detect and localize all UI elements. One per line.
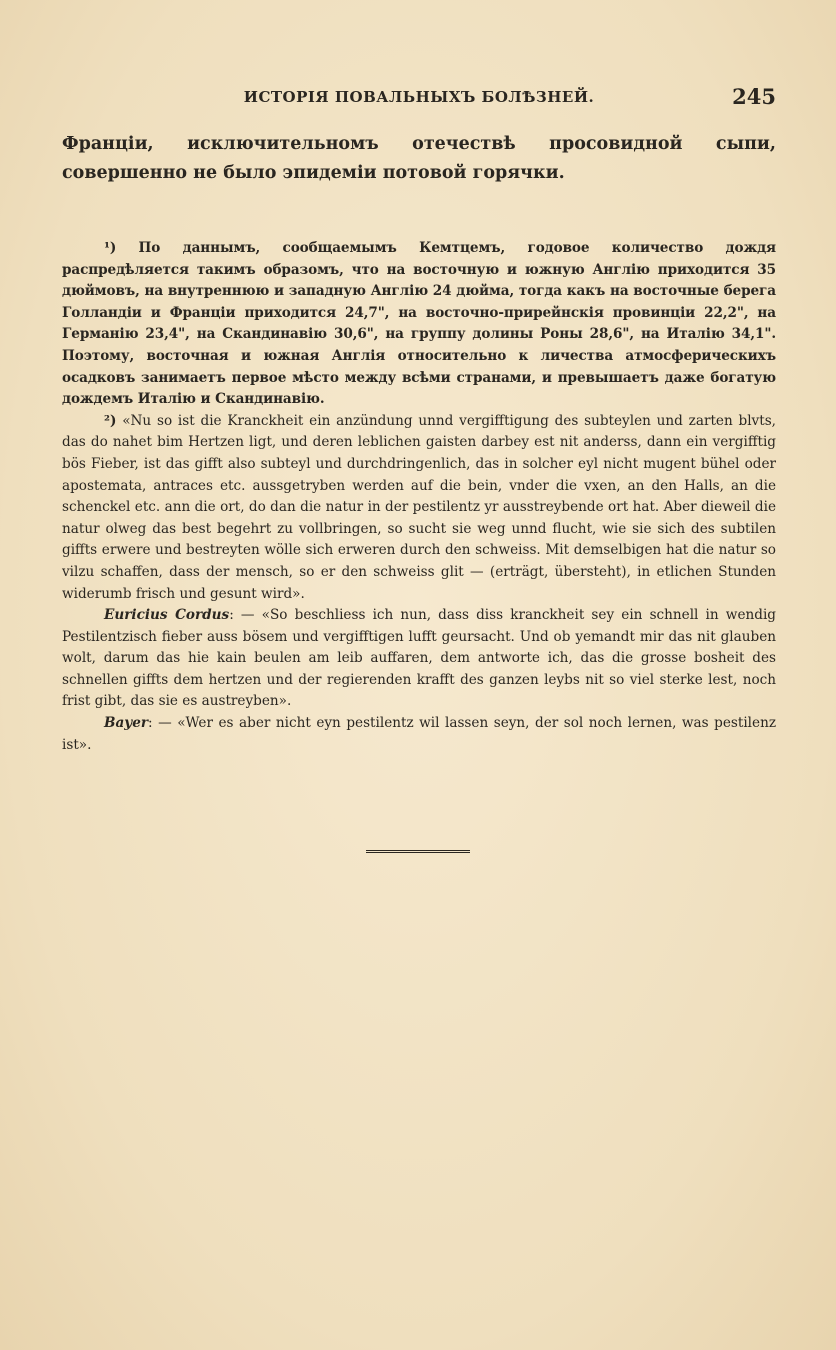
footnote-bayer: [62, 713, 776, 756]
footnotes: [62, 238, 776, 756]
quote-text: : — «Wer es aber nicht eyn pestilentz wil lassen seyn, der sol noch lernen, was pestilenz ist».: [62, 715, 776, 753]
footnote-2: [62, 411, 776, 605]
end-rule: [366, 850, 470, 853]
quote-text: : — «So beschliess ich nun, dass diss kranckheit sey ein schnell in wendig Pestilentzisch fieber auss bösem und vergifftigen lufft geursacht. Und ob yemandt mir das nit glauben wolt, darum das hie kain beulen am leib auffaren, dem antworte ich, das die grosse bosheit des schnellen giffts dem hertzen und der regierenden krafft des ganzen leybs nit so viel sterke lest, noch frist gibt, das sie es austreyben».: [62, 607, 776, 710]
footnote-1: [62, 238, 776, 411]
footnote-text: По даннымъ, сообщаемымъ Кемтцемъ, годовое количество дождя распредѣляется такимъ образомъ, что на восточную и южную Англію приходится 35 дюймовъ, на внутреннюю и западную Англію 24 дюйма, тогда какъ на восточные берега Голландіи и Франціи приходится 24,7", на восточно-прирейнскія провинціи 22,2", на Германію 23,4", на Скандинавію 30,6", на группу долины Роны 28,6", на Италію 34,1". Поэтому, восточная и южная Англія относительно к личества атмосферическихъ осадковъ занимаетъ первое мѣсто между всѣми странами, и превышаетъ даже богатую дождемъ Италію и Скандинавію.: [62, 240, 776, 408]
quote-author: Bayer: [104, 715, 149, 732]
running-title: ИСТОРІЯ ПОВАЛЬНЫХЪ БОЛѢЗНЕЙ.: [243, 88, 595, 106]
quote-author: Euricius Cordus: [104, 607, 230, 624]
page-number: 245: [732, 84, 776, 109]
footnote-text: «Nu so ist die Kranckheit ein anzündung unnd vergifftigung des subteylen und zarten blvts, das do nahet bim Hertzen ligt, und deren leblichen gaisten darbey est nit anderss, dann ein vergifftig bös Fieber, ist das gifft also subteyl und durchdringenlich, das in solcher eyl nicht mugent bühel oder apostemata, antraces etc. aussgetryben werden auf die bein, vnder die vxen, an den Halls, an die schenckel etc. ann die ort, do dan die natur in der pestilentz yr ausstreybende ort hat. Aber dieweil die natur olweg das best begehrt zu vollbringen, so sucht sie weg unnd flucht, wie sie sich des subtilen giffts erwere und bestreyten wölle sich erweren durch den schweiss. Mit demselbigen hat die natur so vilzu schaffen, dass der mensch, so er den schweiss glit — (erträgt, übersteht), in etlichen Stunden widerumb frisch und gesunt wird».: [62, 412, 776, 602]
page-header: [62, 86, 776, 112]
footnote-marker: ²): [104, 412, 117, 429]
footnote-cordus: [62, 605, 776, 713]
footnote-marker: ¹): [104, 240, 117, 256]
main-paragraph: Франціи, исключительномъ отечествѣ просовидной сыпи, совершенно не было эпидеміи потовой горячки.: [62, 134, 776, 183]
